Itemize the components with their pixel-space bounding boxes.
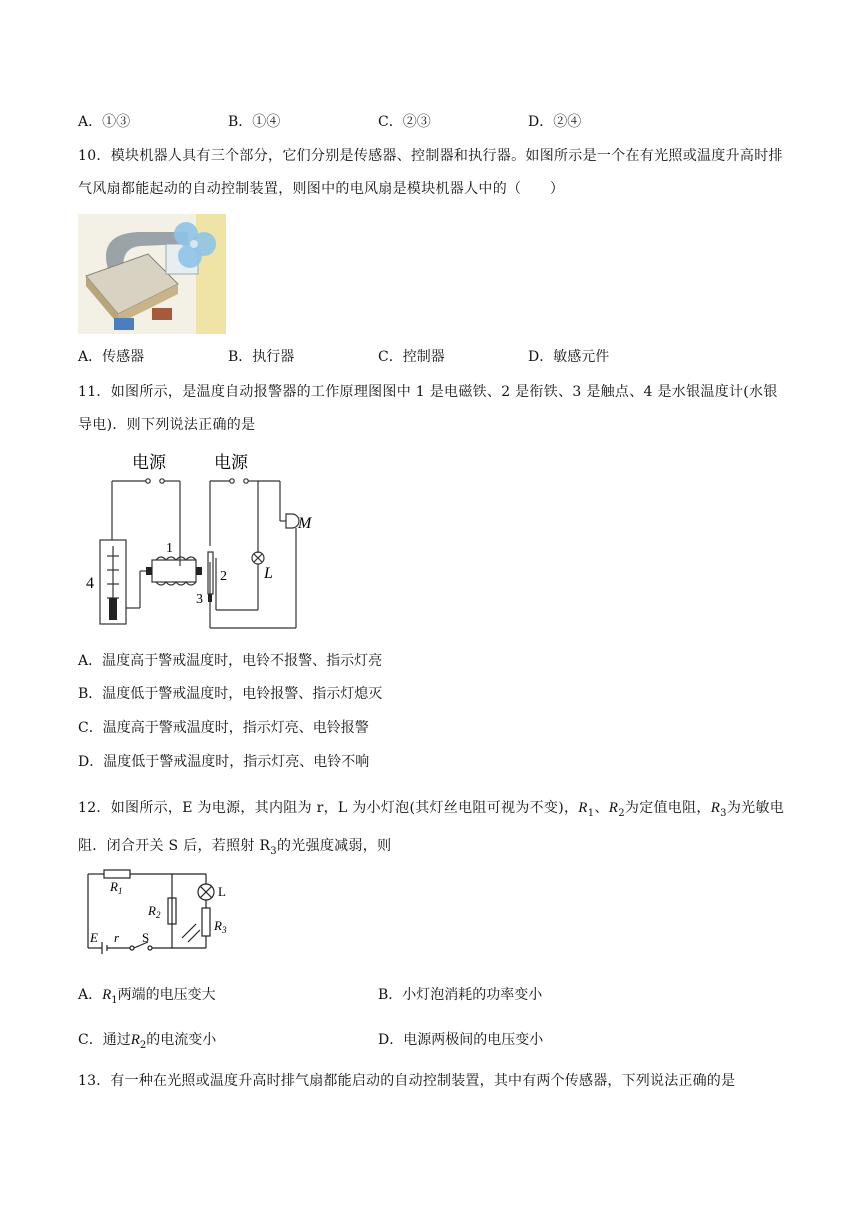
q12-label-r3: $R_3$ (214, 918, 227, 935)
q11-label-4: 4 (86, 575, 94, 592)
q10-stem: 10．模块机器人具有三个部分，它们分别是传感器、控制器和执行器。如图所示是一个在有光照或温度升高时排气风扇都能起动的自动控制装置，则图中的电风扇是模块机器人中的（ ） (78, 148, 783, 197)
q11-label-2: 2 (220, 569, 227, 584)
q9-option-c: C．②③ (378, 114, 431, 130)
q11-power-label-left: 电源 (132, 453, 166, 472)
q11-stem: 11．如图所示，是温度自动报警器的工作原理图图中 1 是电磁铁、2 是衔铁、3 是触点、4 是水银温度计(水银导电)．则下列说法正确的是 (78, 384, 778, 433)
q12-option-d: D．电源两极间的电压变小 (378, 1032, 544, 1048)
q12-label-s: S (142, 930, 150, 945)
q10-option-b: B．执行器 (228, 349, 295, 365)
q12-option-a: A．$R_1$两端的电压变大 (78, 987, 216, 1006)
q12-option-b: B．小灯泡消耗的功率变小 (378, 987, 543, 1003)
q11-power-label-right: 电源 (214, 453, 248, 472)
q12-label-r: r (114, 930, 120, 945)
q9-option-a: A．①③ (78, 114, 131, 130)
q13-stem: 13．有一种在光照或温度升高时排气扇都能启动的自动控制装置，其中有两个传感器，下列说法正确的是 (78, 1073, 736, 1089)
q12-label-l: L (218, 884, 226, 899)
q10-option-d: D．敏感元件 (528, 349, 610, 365)
q10-fan-device-image (78, 214, 226, 334)
q9-option-b: B．①④ (228, 114, 281, 130)
q12-option-c: C．通过$R_2$的电流变小 (78, 1032, 217, 1051)
q11-option-b: B．温度低于警戒温度时，电铃报警、指示灯熄灭 (78, 686, 383, 702)
q12-stem: 12．如图所示，E 为电源，其内阻为 r，L 为小灯泡(其灯丝电阻可视为不变)，$R_1$、$R_2$为定值电阻，$R_3$为光敏电阻．闭合开关 S 后，若照射 $R_3$的光强度减弱，则 (78, 800, 785, 857)
q11-option-d: D．温度低于警戒温度时，指示灯亮、电铃不响 (78, 754, 370, 770)
q12-circuit-diagram (82, 862, 242, 962)
q9-option-d: D．②④ (528, 114, 582, 130)
q11-label-m: M (298, 515, 312, 532)
q12-label-r2: $R_2$ (148, 903, 161, 920)
q12-label-e: E (90, 930, 98, 945)
q11-alarm-circuit-diagram (80, 448, 330, 633)
q11-label-1: 1 (166, 541, 173, 556)
q11-label-l: L (264, 565, 273, 582)
q11-option-c: C．温度高于警戒温度时，指示灯亮、电铃报警 (78, 720, 369, 736)
q11-label-3: 3 (196, 592, 203, 607)
q12-label-r1: $R_1$ (110, 879, 123, 896)
q10-option-a: A．传感器 (78, 349, 145, 365)
q11-option-a: A．温度高于警戒温度时，电铃不报警、指示灯亮 (78, 653, 383, 669)
q10-option-c: C．控制器 (378, 349, 445, 365)
